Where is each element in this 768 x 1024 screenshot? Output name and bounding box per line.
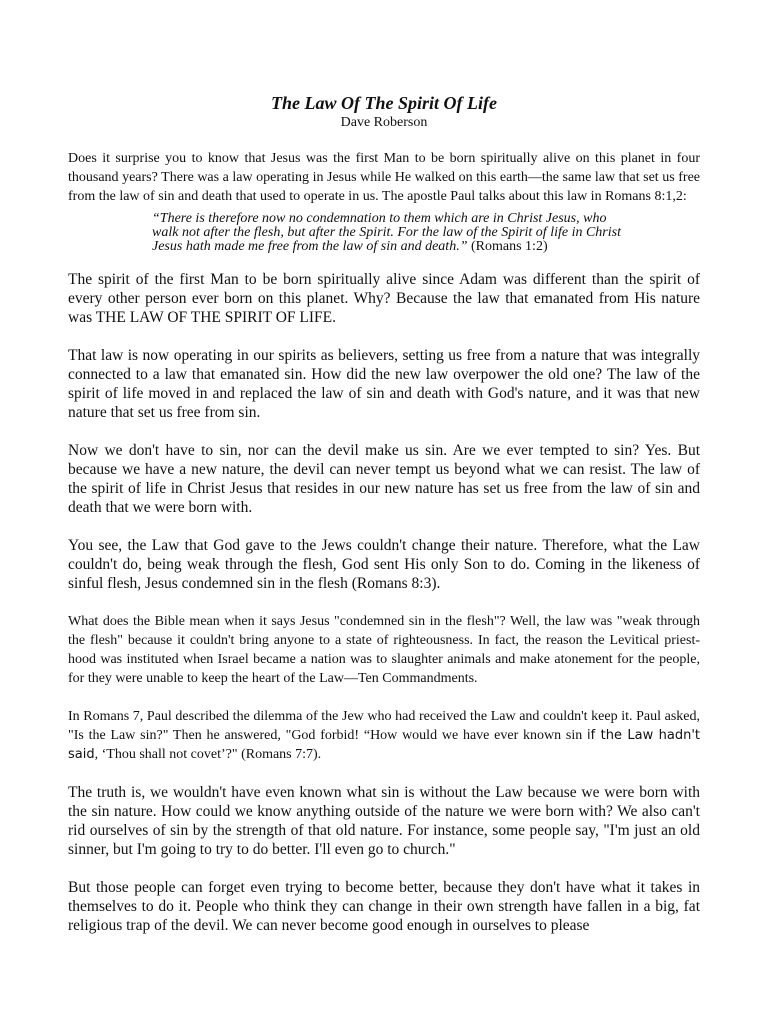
paragraph-6-part-a: In Romans 7, Paul described the dilemma of the Jew who had received the Law and couldn't keep it. Paul asked, "Is the Law sin?" Then he answered, "God forbid! “How would we have ever known sin: [68, 709, 700, 743]
paragraph-4: You see, the Law that God gave to the Jews couldn't change their nature. Therefore, what the Law couldn't do, being weak through the flesh, God sent His only Son to do. Coming in the likeness of sinful flesh, Jesus condemned sin in the flesh (Romans 8:3).: [68, 537, 700, 592]
paragraph-8: But those people can forget even trying to become better, because they don't have what it takes in themselves to do it. People who think they can change in their own strength have fallen in a big, fat religious trap of the devil. We can never become good enough in ourselves to please: [68, 879, 700, 934]
paragraph-5: What does the Bible mean when it says Jesus "condemned sin in the flesh"? Well, the law was "weak through the flesh" because it couldn't bring anyone to a state of righteousness. In fact, the reason the Levitical priest- hood was instituted when Israel became a nation was to slaughter animals and make atonement for the people, for they were unable to keep the heart of the Law—Ten Commandments.: [68, 614, 700, 686]
paragraph-6-part-c: , ‘Thou shall not covet’?" (Romans 7:7).: [94, 747, 322, 762]
paragraph-2: That law is now operating in our spirits as believers, setting us free from a nature that was integrally connected to a law that emanated sin. How did the new law overpower the old one? The law of the spirit of life moved in and replaced the law of sin and death with God's nature, and it was that new nature that set us free from sin.: [68, 347, 700, 421]
paragraph-3: Now we don't have to sin, nor can the devil make us sin. Are we ever tempted to sin? Yes. But because we have a new nature, the devil can never tempt us beyond what we can resist. The law of the spirit of life in Christ Jesus that resides in our new nature has set us free from the law of sin and death that we were born with.: [68, 442, 700, 516]
intro-paragraph: Does it surprise you to know that Jesus was the first Man to be born spiritually alive on this planet in four thousand years? There was a law operating in Jesus while He walked on this earth—the same law that set us free from the law of sin and death that used to operate in us. The apostle Paul talks about this law in Romans 8:1,2:: [68, 151, 700, 204]
paragraph-6-part-b: if the Law hadn't said: [68, 728, 700, 762]
paragraph-1: The spirit of the first Man to be born spiritually alive since Adam was different than the spirit of every other person ever born on this planet. Why? Because the law that emanated from His nature was THE LAW OF THE SPIRIT OF LIFE.: [68, 271, 700, 326]
document-author: Dave Roberson: [340, 115, 428, 130]
quote-text: “There is therefore now no condemnation to them which are in Christ Jesus, who walk not after the flesh, but after the Spirit. For the law of the Spirit of life in Christ Jesus hath made me free from the law of sin and death.”: [152, 211, 621, 254]
paragraph-7: The truth is, we wouldn't have even known what sin is without the Law because we were born with the sin nature. How could we know anything outside of the nature we were born with? We also can't rid ourselves of sin by the strength of that old nature. For instance, some people say, "I'm just an old sinner, but I'm going to try to do better. I'll even go to church.": [68, 784, 700, 858]
quote-reference: (Romans 1:2): [467, 239, 548, 254]
document-title: The Law Of The Spirit Of Life: [271, 93, 497, 113]
quote-marker: ·: [152, 206, 154, 212]
document-page: [68, 92, 700, 935]
scripture-quote: [152, 212, 630, 254]
paragraph-6: [68, 707, 700, 764]
